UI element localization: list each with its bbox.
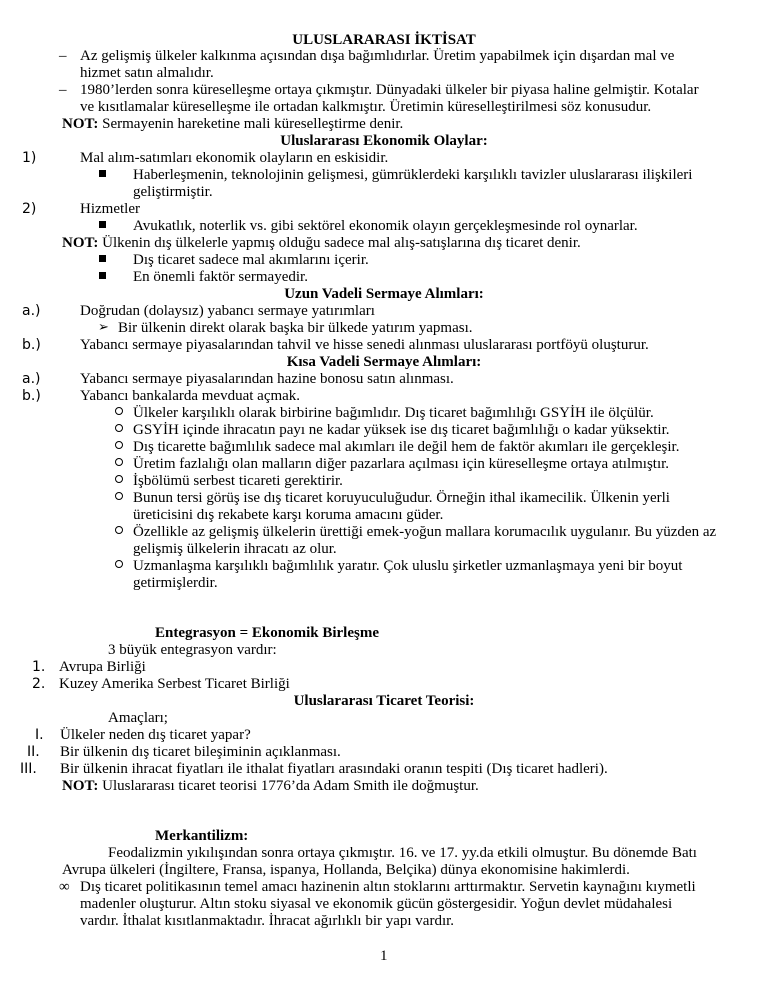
theory-aim-1: Ülkeler neden dış ticaret yapar? (60, 727, 251, 743)
note-text: Sermayenin hareketine mali küreselleştirme denir. (98, 116, 404, 132)
note-text: Ülkenin dış ülkelerle yapmış olduğu sadece mal alış-satışlarına dış ticaret denir. (98, 235, 581, 251)
infinity-bullet-icon: ∞ (59, 879, 70, 895)
long-term-item-a-sub: Bir ülkenin direkt olarak başka bir ülkede yatırım yapması. (118, 320, 473, 336)
list-marker: 1. (32, 659, 46, 675)
integration-item-1: Avrupa Birliği (59, 659, 146, 675)
dash-bullet: – (59, 82, 67, 98)
theory-aim-3: Bir ülkenin ihracat fiyatları ile ithalat fiyatları arasındaki oranın tespiti (Dış ticaret hadleri). (60, 761, 608, 777)
intro-dash-2-line-1: 1980’lerden sonra küreselleşme ortaya çıkmıştır. Dünyadaki ülkeler bir piyasa haline gelmiştir. Kotalar (80, 82, 699, 98)
long-term-item-b: Yabancı sermaye piyasalarından tahvil ve hisse senedi alınması uluslararası portföyü oluşturur. (80, 337, 649, 353)
short-term-point-2: GSYİH içinde ihracatın payı ne kadar yüksek ise dış ticaret bağımlılığı o kadar yüksektir. (133, 422, 670, 438)
events-heading: Uluslararası Ekonomik Olaylar: (280, 133, 488, 149)
intro-dash-1-line-1: Az gelişmiş ülkeler kalkınma açısından dışa bağımlıdırlar. Üretim yapabilmek için dışardan mal ve (80, 48, 675, 64)
list-marker: 2. (32, 676, 46, 692)
list-marker: 2) (22, 201, 37, 217)
circle-bullet-icon (115, 489, 123, 507)
merc-heading: Merkantilizm: (155, 828, 249, 844)
square-bullet-icon (99, 268, 106, 286)
merc-bullet-line-2: madenler oluşturur. Altın stoku siyasal ve ekonomik gücün göstergesidir. Yoğun devlet müdahalesi (80, 896, 673, 912)
short-term-point-7-line-1: Özellikle az gelişmiş ülkelerin ürettiği emek-yoğun mallara korumacılık uygulanır. Bu yüzden az (133, 524, 717, 540)
events-item-1-sub-line-1: Haberleşmenin, teknolojinin gelişmesi, gümrüklerdeki karşılıklı tavizler uluslararası ilişkileri (133, 167, 693, 183)
short-term-item-b: Yabancı bankalarda mevduat açmak. (80, 388, 301, 404)
circle-bullet-icon (115, 455, 123, 473)
circle-bullet-icon (115, 421, 123, 439)
merc-paragraph-line-1: Feodalizmin yıkılışından sonra ortaya çıkmıştır. 16. ve 17. yy.da etkili olmuştur. Bu dönemde Batı (108, 845, 697, 861)
list-marker: a.) (22, 303, 41, 319)
list-marker: 1) (22, 150, 37, 166)
long-term-item-a: Doğrudan (dolaysız) yabancı sermaye yatırımları (80, 303, 375, 319)
document-title: ULUSLARARASI İKTİSAT (292, 32, 476, 48)
short-term-point-6-line-1: Bunun tersi görüş ise dış ticaret koruyuculuğudur. Örneğin ithal ikamecilik. Ülkenin yerli (133, 490, 670, 506)
arrow-bullet-icon: ➢ (98, 320, 109, 335)
merc-paragraph-line-2: Avrupa ülkeleri (İngiltere, Fransa, ispanya, Hollanda, Belçika) dünya ekonomisine hakimlerdi. (62, 862, 630, 878)
list-marker: I. (35, 727, 44, 743)
intro-dash-1-line-2: hizmet satın almalıdır. (80, 65, 214, 81)
integration-heading: Entegrasyon = Ekonomik Birleşme (155, 625, 379, 641)
square-bullet-icon (99, 217, 106, 235)
list-marker: II. (27, 744, 40, 760)
short-term-heading: Kısa Vadeli Sermaye Alımları: (286, 354, 482, 370)
list-marker: a.) (22, 371, 41, 387)
short-term-point-8-line-2: getirmişlerdir. (133, 575, 218, 591)
short-term-point-8-line-1: Uzmanlaşma karşılıklı bağımlılık yaratır. Çok uluslu şirketler uzmanlaşmaya yeni bir boyut (133, 558, 683, 574)
theory-aim-2: Bir ülkenin dış ticaret bileşiminin açıklanması. (60, 744, 341, 760)
short-term-point-5: İşbölümü serbest ticareti gerektirir. (133, 473, 343, 489)
merc-bullet-line-3: vardır. İthalat kısıtlanmaktadır. İhracat ağırlıklı bir yapı vardır. (80, 913, 455, 929)
theory-note (62, 777, 479, 795)
short-term-point-3: Dış ticarette bağımlılık sadece mal akımları ile değil hem de faktör akımları ile gerçekleşir. (133, 439, 680, 455)
events-bullet-2: En önemli faktör sermayedir. (133, 269, 308, 285)
circle-bullet-icon (115, 523, 123, 541)
circle-bullet-icon (115, 472, 123, 490)
list-marker: b.) (22, 337, 41, 353)
note-label: NOT: (62, 778, 99, 794)
circle-bullet-icon (115, 438, 123, 456)
short-term-point-7-line-2: gelişmiş ülkelerin ihracatı az olur. (133, 541, 337, 557)
square-bullet-icon (99, 251, 106, 269)
events-item-1-sub-line-2: geliştirmiştir. (133, 184, 213, 200)
events-item-1: Mal alım-satımları ekonomik olayların en eskisidir. (80, 150, 389, 166)
merc-bullet-line-1: Dış ticaret politikasının temel amacı hazinenin altın stoklarını arttırmaktır. Servetin kaynağını kıymetli (80, 879, 696, 895)
note-label: NOT: (62, 235, 99, 251)
theory-heading: Uluslararası Ticaret Teorisi: (293, 693, 475, 709)
short-term-point-6-line-2: üreticisini dış rekabete karşı koruma amacını güder. (133, 507, 444, 523)
dash-bullet: – (59, 48, 67, 64)
list-marker: III. (20, 761, 37, 777)
short-term-point-1: Ülkeler karşılıklı olarak birbirine bağımlıdır. Dış ticaret bağımlılığı GSYİH ile ölçülür. (133, 405, 654, 421)
circle-bullet-icon (115, 557, 123, 575)
events-item-2: Hizmetler (80, 201, 140, 217)
long-term-heading: Uzun Vadeli Sermaye Alımları: (284, 286, 484, 302)
theory-aims: Amaçları; (108, 710, 168, 726)
events-item-2-sub: Avukatlık, noterlik vs. gibi sektörel ekonomik olayın gerçekleşmesinde rol oynarlar. (133, 218, 638, 234)
integration-item-2: Kuzey Amerika Serbest Ticaret Birliği (59, 676, 290, 692)
short-term-point-4: Üretim fazlalığı olan malların diğer pazarlara açılması için küreselleşme ortaya atılmıştır. (133, 456, 670, 472)
note-text: Uluslararası ticaret teorisi 1776’da Adam Smith ile doğmuştur. (98, 778, 479, 794)
circle-bullet-icon (115, 404, 123, 422)
intro-note (62, 115, 403, 133)
events-bullet-1: Dış ticaret sadece mal akımlarını içerir. (133, 252, 369, 268)
note-label: NOT: (62, 116, 99, 132)
intro-dash-2-line-2: ve kısıtlamalar küreselleşme ile ortadan kalkmıştır. Üretimin küreselleştirilmesi söz konusudur. (80, 99, 652, 115)
short-term-item-a: Yabancı sermaye piyasalarından hazine bonosu satın alınması. (80, 371, 454, 387)
square-bullet-icon (99, 166, 106, 184)
list-marker: b.) (22, 388, 41, 404)
integration-intro: 3 büyük entegrasyon vardır: (108, 642, 277, 658)
page-number: 1 (380, 948, 388, 964)
events-note (62, 234, 581, 252)
